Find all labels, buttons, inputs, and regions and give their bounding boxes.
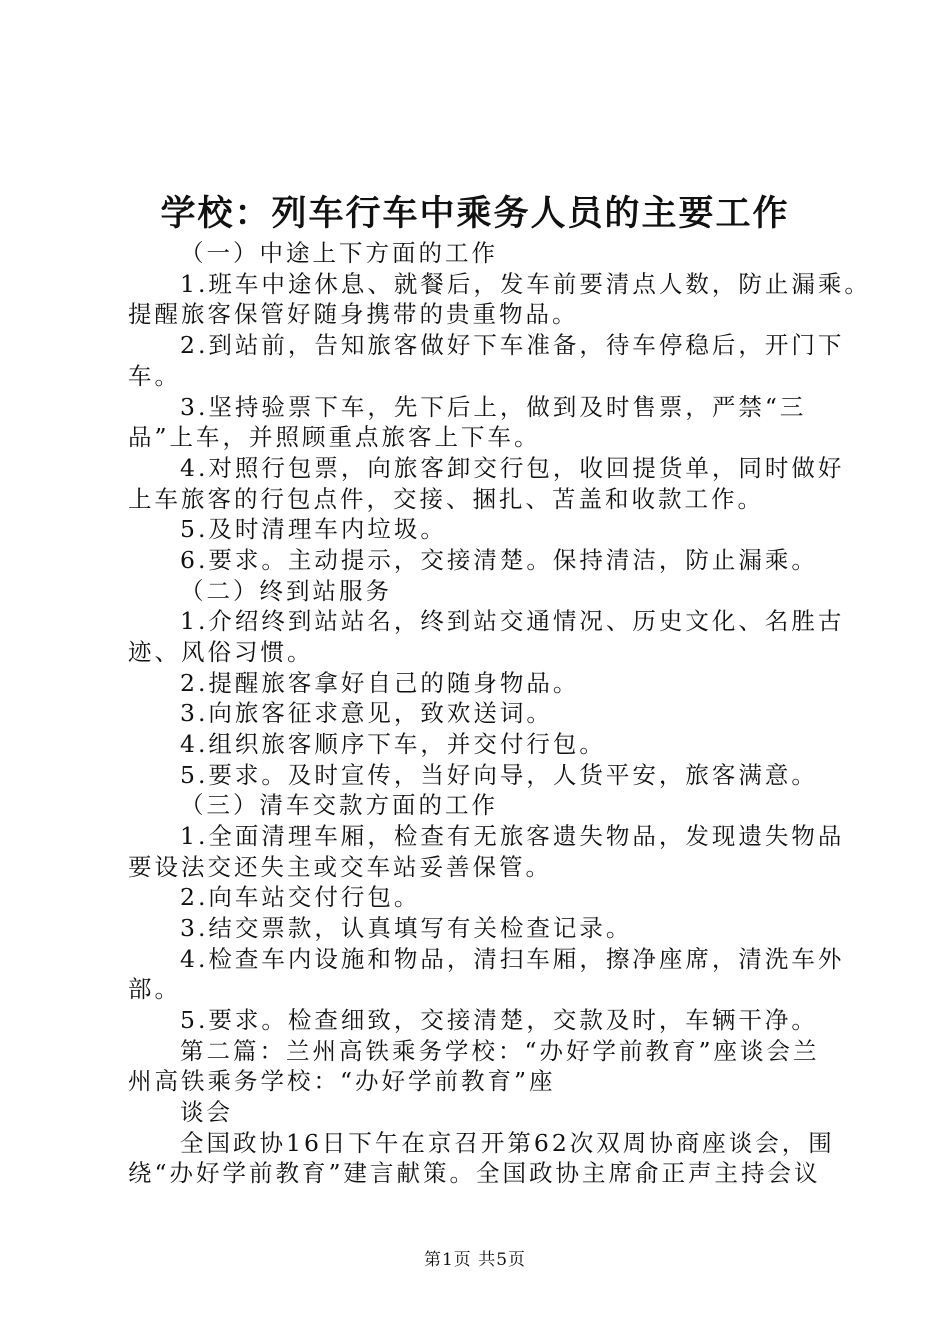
section-heading: （二）终到站服务 <box>180 577 392 605</box>
paragraph-line: 州高铁乘务学校：“办好学前教育”座 <box>128 1067 556 1095</box>
paragraph-line: 上车旅客的行包点件，交接、捆扎、苫盖和收款工作。 <box>128 485 764 513</box>
paragraph-line: 4.组织旅客顺序下车，并交付行包。 <box>180 730 606 758</box>
paragraph-line: 车。 <box>128 362 181 390</box>
paragraph-line: 第二篇：兰州高铁乘务学校：“办好学前教育”座谈会兰 <box>180 1037 820 1065</box>
paragraph-line: 3.坚持验票下车，先下后上，做到及时售票，严禁“三 <box>180 393 807 421</box>
paragraph-line: 6.要求。主动提示，交接清楚。保持清洁，防止漏乘。 <box>180 546 818 574</box>
paragraph-line: 5.要求。及时宣传，当好向导，人货平安，旅客满意。 <box>180 761 818 789</box>
paragraph-line: 绕“办好学前教育”建言献策。全国政协主席俞正声主持会议 <box>128 1159 821 1187</box>
paragraph-line: 迹、风俗习惯。 <box>128 638 314 666</box>
paragraph-line: 2.提醒旅客拿好自己的随身物品。 <box>180 669 580 697</box>
paragraph-line: 要设法交还失主或交车站妥善保管。 <box>128 853 552 881</box>
page-footer: 第1页 共5页 <box>423 1250 527 1270</box>
paragraph-line: 5.要求。检查细致，交接清楚，交款及时，车辆干净。 <box>180 1006 818 1034</box>
paragraph-line: 品”上车，并照顾重点旅客上下车。 <box>128 423 541 451</box>
paragraph-line: 2.向车站交付行包。 <box>180 883 421 911</box>
section-heading: （一）中途上下方面的工作 <box>180 239 498 267</box>
paragraph-line: 1.班车中途休息、就餐后，发车前要清点人数，防止漏乘。 <box>180 270 871 298</box>
paragraph-line: 谈会 <box>180 1098 233 1126</box>
paragraph-line: 3.向旅客征求意见，致欢送词。 <box>180 699 553 727</box>
paragraph-line: 2.到站前，告知旅客做好下车准备，待车停稳后，开门下 <box>180 331 845 359</box>
paragraph-line: 4.对照行包票，向旅客卸交行包，收回提货单，同时做好 <box>180 454 845 482</box>
paragraph-line: 1.介绍终到站站名，终到站交通情况、历史文化、名胜古 <box>180 607 845 635</box>
document-title: 学校：列车行车中乘务人员的主要工作 <box>160 194 790 234</box>
paragraph-line: 3.结交票款，认真填写有关检查记录。 <box>180 914 633 942</box>
paragraph-line: 部。 <box>128 975 181 1003</box>
paragraph-line: 提醒旅客保管好随身携带的贵重物品。 <box>128 300 579 328</box>
section-heading: （三）清车交款方面的工作 <box>180 791 498 819</box>
paragraph-line: 1.全面清理车厢，检查有无旅客遗失物品，发现遗失物品 <box>180 822 845 850</box>
paragraph-line: 5.及时清理车内垃圾。 <box>180 515 447 543</box>
paragraph-line: 4.检查车内设施和物品，清扫车厢，擦净座席，清洗车外 <box>180 945 845 973</box>
paragraph-line: 全国政协16日下午在京召开第62次双周协商座谈会，围 <box>180 1129 835 1157</box>
